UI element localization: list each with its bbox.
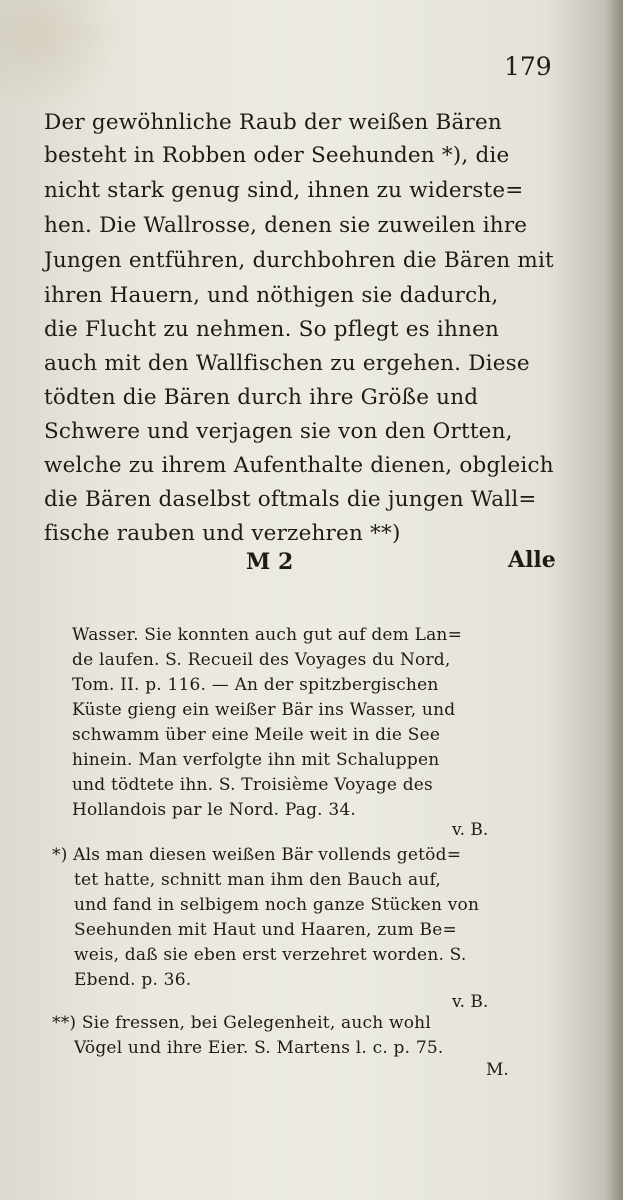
body-line: tödten die Bären durch ihre Größe und [44,385,479,410]
footnote-line: schwamm über eine Meile weit in die See [72,725,441,745]
body-line: welche zu ihrem Aufenthalte dienen, obgleich [44,453,554,478]
page-edge-shadow [605,0,623,1200]
body-line: hen. Die Wallrosse, denen sie zuweilen ihre [44,213,528,238]
footnote-line: Wasser. Sie konnten auch gut auf dem Lan= [72,625,463,645]
body-line: Schwere und verjagen sie von den Ortten, [44,419,513,444]
footnote-signature: v. B. [452,820,489,840]
footnote-line: tet hatte, schnitt man ihm den Bauch auf, [74,870,442,890]
body-line: fische rauben und verzehren **) [44,521,401,546]
paper-stain [0,0,130,110]
footnote-line: hinein. Man verfolgte ihn mit Schaluppen [72,750,440,770]
footnote-line: *) Als man diesen weißen Bär vollends getöd= [52,845,462,865]
body-line: Der gewöhnliche Raub der weißen Bären [44,110,502,135]
footnote-line: Hollandois par le Nord. Pag. 34. [72,800,357,820]
footnote-line: Tom. II. p. 116. — An der spitzbergischen [72,675,439,695]
body-line: Jungen entführen, durchbohren die Bären mit [44,248,554,273]
page-number: 179 [504,52,552,81]
footnote-line: und fand in selbigem noch ganze Stücken von [74,895,480,915]
footnote-line: **) Sie fressen, bei Gelegenheit, auch wohl [52,1013,431,1033]
footnote-line: weis, daß sie eben erst verzehret worden. S. [74,945,467,965]
footnote-line: Ebend. p. 36. [74,970,192,990]
footnote-line: und tödtete ihn. S. Troisième Voyage des [72,775,433,795]
signature-mark: M 2 [246,549,294,575]
catchword: Alle [508,547,556,573]
body-line: nicht stark genug sind, ihnen zu widerste= [44,178,524,203]
body-line: ihren Hauern, und nöthigen sie dadurch, [44,283,499,308]
footnote-line: Vögel und ihre Eier. S. Martens l. c. p. 75. [74,1038,444,1058]
body-line: auch mit den Wallfischen zu ergehen. Diese [44,351,530,376]
footnote-signature: v. B. [452,992,489,1012]
footnote-line: de laufen. S. Recueil des Voyages du Nord, [72,650,451,670]
body-line: die Flucht zu nehmen. So pflegt es ihnen [44,317,500,342]
footnote-signature: M. [486,1060,509,1080]
footnote-line: Küste gieng ein weißer Bär ins Wasser, und [72,700,456,720]
body-line: besteht in Robben oder Seehunden *), die [44,143,510,168]
body-line: die Bären daselbst oftmals die jungen Wall= [44,487,537,512]
footnote-line: Seehunden mit Haut und Haaren, zum Be= [74,920,457,940]
